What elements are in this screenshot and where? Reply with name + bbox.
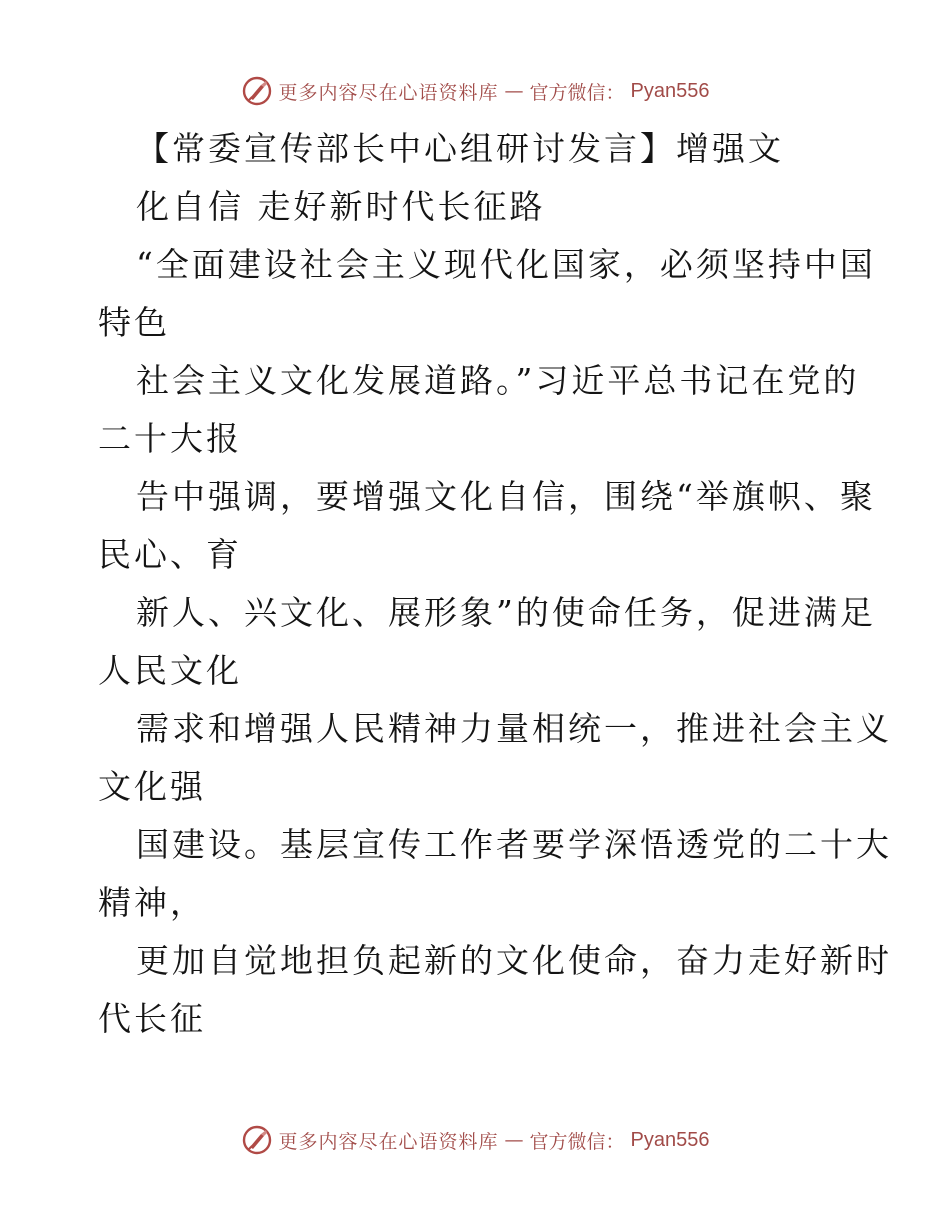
footer-watermark <box>0 1120 950 1160</box>
document-body-line: 精神， <box>98 883 206 922</box>
document-body-line: “全面建设社会主义现代化国家，必须坚持中国 <box>136 245 876 284</box>
watermark-separator: — <box>504 1129 524 1151</box>
document-body-line: 社会主义文化发展道路。”习近平总书记在党的 <box>136 361 860 400</box>
document-body-line: 新人、兴文化、展形象”的使命任务，促进满足 <box>136 593 876 632</box>
watermark-account: Pyan556 <box>630 79 710 102</box>
header-watermark <box>0 71 950 111</box>
watermark-label: 官方微信： <box>529 1130 625 1153</box>
document-body-line: 告中强调，要增强文化自信，围绕“举旗帜、聚 <box>136 477 876 516</box>
document-body-line: 二十大报 <box>98 419 242 458</box>
quill-pen-icon <box>241 75 273 107</box>
quill-pen-icon <box>241 1124 273 1156</box>
document-body-line: 特色 <box>98 303 170 342</box>
document-body-line: 人民文化 <box>98 651 242 690</box>
document-body-line: 更加自觉地担负起新的文化使命，奋力走好新时 <box>136 941 892 980</box>
document-body <box>98 236 892 1048</box>
document-body-line: 需求和增强人民精神力量相统一，推进社会主义 <box>136 709 892 748</box>
document-content <box>98 120 892 1048</box>
document-title-line-1: 【常委宣传部长中心组研讨发言】增强文 <box>136 129 784 168</box>
watermark-separator: — <box>504 80 524 102</box>
document-title-line-2: 化自信 走好新时代长征路 <box>136 187 546 226</box>
watermark-site-text: 更多内容尽在心语资料库 <box>278 81 499 104</box>
watermark-account: Pyan556 <box>630 1128 710 1151</box>
watermark-site-text: 更多内容尽在心语资料库 <box>278 1130 499 1153</box>
document-body-line: 代长征 <box>98 999 206 1038</box>
watermark-label: 官方微信： <box>529 81 625 104</box>
document-body-line: 文化强 <box>98 767 206 806</box>
document-body-line: 民心、育 <box>98 535 242 574</box>
document-body-line: 国建设。基层宣传工作者要学深悟透党的二十大 <box>136 825 892 864</box>
